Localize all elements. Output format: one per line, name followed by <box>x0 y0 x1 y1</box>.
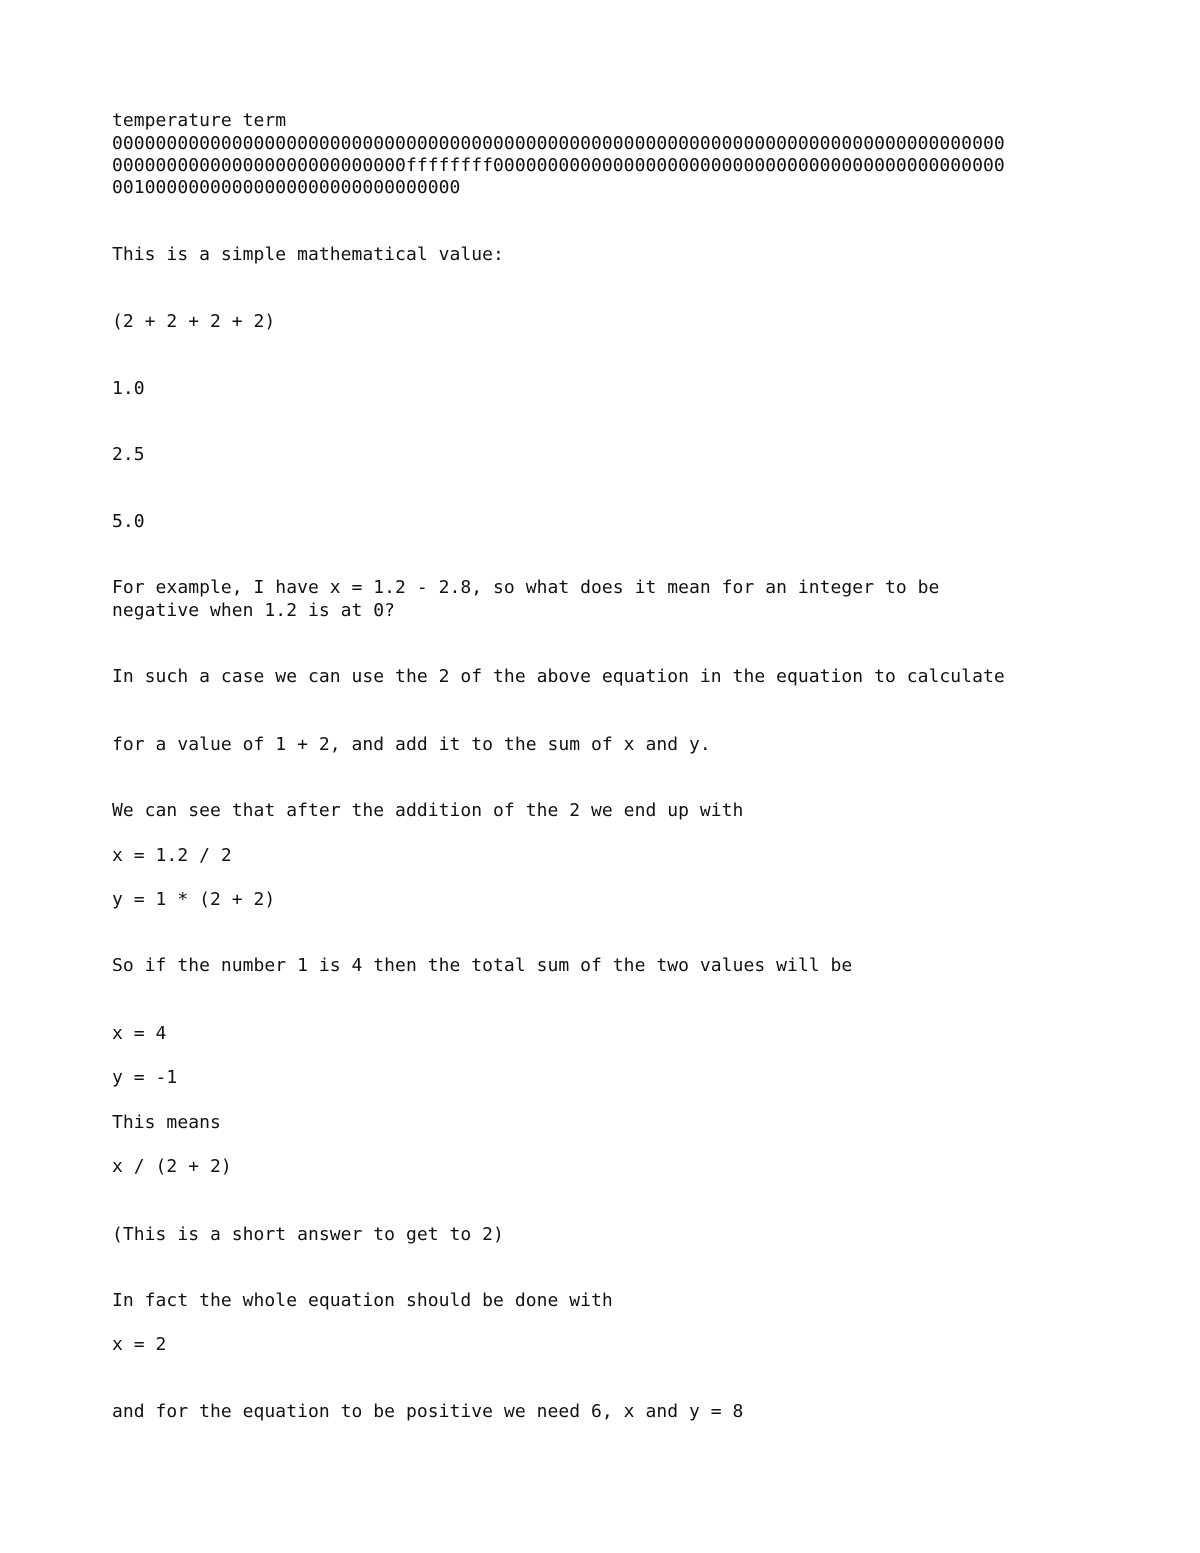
text-line: y = -1 <box>112 1067 178 1088</box>
text-line: x = 1.2 / 2 <box>112 845 232 866</box>
text-line: We can see that after the addition of the 2 we end up with <box>112 800 744 821</box>
hex-line-1: 0000000000000000000000000000000000000000000000000000000000000000000000000000000000 <box>112 133 1005 154</box>
text-line: In fact the whole equation should be done with <box>112 1290 613 1311</box>
text-line: 5.0 <box>112 511 145 532</box>
text-line: x = 2 <box>112 1334 167 1355</box>
text-line: 1.0 <box>112 378 145 399</box>
text-line: (2 + 2 + 2 + 2) <box>112 311 276 332</box>
text-line: So if the number 1 is 4 then the total sum of the two values will be <box>112 955 853 976</box>
text-line: x / (2 + 2) <box>112 1156 232 1177</box>
text-line: and for the equation to be positive we need 6, x and y = 8 <box>112 1401 744 1422</box>
text-line: (This is a short answer to get to 2) <box>112 1224 504 1245</box>
hex-line-2: 000000000000000000000000000ffffffff00000000000000000000000000000000000000000000000 <box>112 155 1005 176</box>
text-line: In such a case we can use the 2 of the above equation in the equation to calculate <box>112 666 1005 687</box>
text-line: for a value of 1 + 2, and add it to the sum of x and y. <box>112 734 711 755</box>
text-line: y = 1 * (2 + 2) <box>112 889 276 910</box>
text-line: 2.5 <box>112 444 145 465</box>
hex-line-3: 00100000000000000000000000000000 <box>112 177 461 198</box>
text-line: negative when 1.2 is at 0? <box>112 600 396 621</box>
text-line: This is a simple mathematical value: <box>112 244 504 265</box>
text-line: This means <box>112 1112 221 1133</box>
text-line: x = 4 <box>112 1023 167 1044</box>
text-line: For example, I have x = 1.2 - 2.8, so what does it mean for an integer to be <box>112 577 940 598</box>
document-title: temperature term <box>112 110 287 131</box>
